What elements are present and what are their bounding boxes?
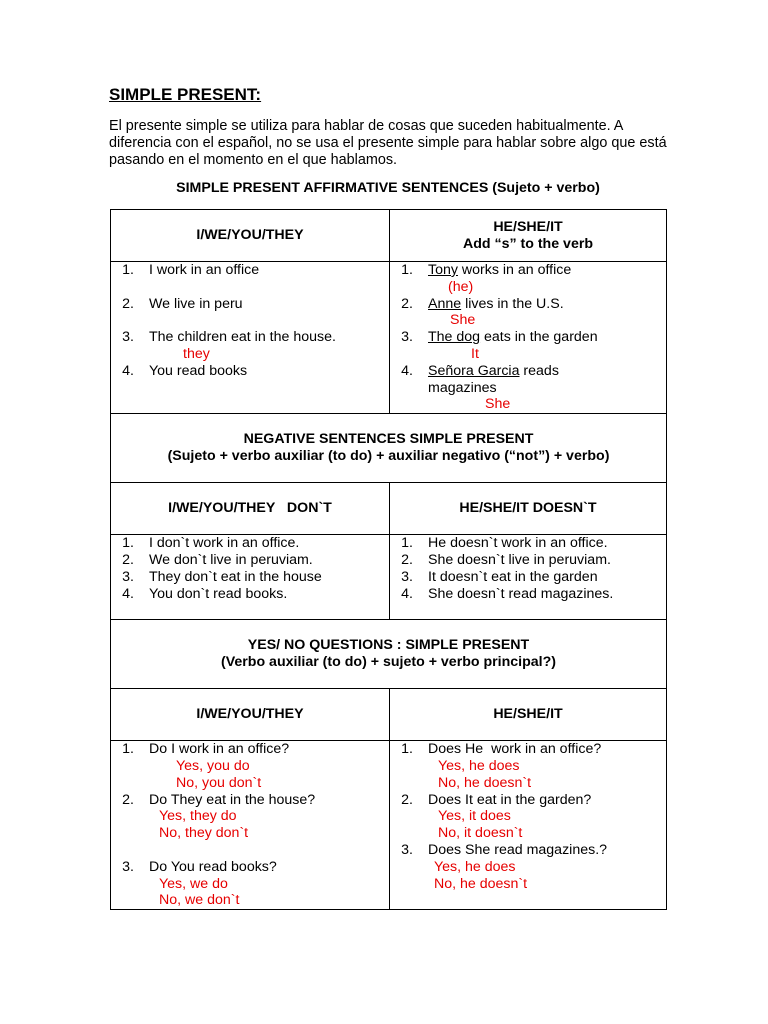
item-number: 3. [122,568,134,585]
affirmative-left-list [111,262,389,380]
affirmative-left-header-label: I/WE/YOU/THEY [196,227,304,244]
pronoun-note: She [485,396,511,413]
yes-answer: Yes, we do [159,875,228,892]
list-item [390,296,666,330]
negative-left-list [111,535,389,602]
list-item [111,329,389,363]
no-answer: No, he doesn`t [434,875,528,892]
pronoun-note: It [471,345,479,362]
item-number: 1. [401,535,413,552]
item-text [149,741,389,791]
item-number: 4. [122,362,134,379]
intro-paragraph: El presente simple se utiliza para hablar de cosas que suceden habitualmente. A diferencia con el español, no se usa el presente simple para hablar sobre algo que está pasando en el momento en el que hablamos. [109,118,667,168]
spacer [111,312,389,329]
yes-answer: Yes, he does [438,757,520,774]
negative-banner-formula: (Sujeto + verbo auxiliar (to do) + auxiliar negativo (“not”) + verbo) [167,448,610,465]
item-number: 1. [122,535,134,552]
item-sentence: The children eat in the house. [149,329,336,346]
item-number: 2. [122,551,134,568]
item-text: They don`t eat in the house [149,568,322,585]
no-answer: No, it doesn`t [438,825,523,842]
item-number: 3. [401,329,413,346]
question-text: Does She read magazines.? [428,841,608,858]
item-number: 1. [122,262,134,278]
list-item [111,859,389,909]
item-text: You don`t read books. [149,585,288,602]
negative-left-header-label: I/WE/YOU/THEY DON`T [168,500,332,517]
negative-right-cell [390,535,667,620]
item-number: 3. [122,329,134,346]
item-rest-cont: magazines [428,379,497,396]
negative-right-list [390,535,666,602]
negative-left-header [111,483,390,535]
list-item [390,586,666,603]
question-text: Does He work in an office? [428,741,602,758]
questions-right-header [390,689,667,741]
questions-right-list [390,741,666,892]
item-rest: reads [519,362,559,379]
item-text: I work in an office [149,262,260,278]
list-item [111,586,389,603]
affirmative-heading: SIMPLE PRESENT AFFIRMATIVE SENTENCES (Sujeto + verbo) [176,180,600,196]
questions-banner [111,620,667,689]
item-number: 2. [122,295,134,312]
affirmative-left-header [111,210,390,262]
item-text [428,741,666,791]
item-number: 2. [401,791,413,808]
list-item [390,262,666,296]
affirmative-right-header [390,210,667,262]
item-subject: Señora Garcia [428,362,520,379]
list-item [111,262,389,279]
item-rest: eats in the garden [480,329,598,346]
item-text [428,363,666,413]
no-answer: No, they don`t [159,825,249,842]
negative-left-cell [111,535,390,620]
spacer [111,279,389,296]
yes-answer: Yes, it does [438,808,511,825]
item-text: I don`t work in an office. [149,535,300,552]
item-number: 3. [401,841,413,858]
item-text: He doesn`t work in an office. [428,535,608,552]
negative-banner-title: NEGATIVE SENTENCES SIMPLE PRESENT [243,431,534,448]
pronoun-note: (he) [448,278,474,295]
no-answer: No, you don`t [176,774,262,791]
page-title: SIMPLE PRESENT: [109,85,262,104]
questions-right-cell [390,741,667,910]
item-number: 1. [401,262,413,278]
item-text: It doesn`t eat in the garden [428,568,598,585]
negative-right-header-label: HE/SHE/IT DOESN`T [459,500,597,517]
questions-right-header-label: HE/SHE/IT [493,706,563,723]
item-number: 2. [401,295,413,312]
question-text: Do I work in an office? [149,741,290,758]
list-item [111,363,389,380]
questions-left-header [111,689,390,741]
list-item [390,741,666,791]
affirmative-right-cell [390,262,667,414]
list-item [111,569,389,586]
questions-banner-title: YES/ NO QUESTIONS : SIMPLE PRESENT [247,637,530,654]
questions-left-list [111,741,389,909]
item-number: 2. [401,551,413,568]
list-item [390,329,666,363]
item-number: 4. [401,585,413,602]
questions-left-header-label: I/WE/YOU/THEY [196,706,304,723]
list-item [111,535,389,552]
list-item [111,792,389,842]
pronoun-note: She [450,312,476,329]
no-answer: No, he doesn`t [438,774,532,791]
item-text [149,329,389,363]
item-number: 4. [122,585,134,602]
yes-answer: Yes, he does [434,858,516,875]
item-text: She doesn`t read magazines. [428,585,614,602]
negative-right-header [390,483,667,535]
item-text [428,262,666,296]
item-rest: lives in the U.S. [461,295,564,312]
affirmative-right-header-rule: Add “s” to the verb [462,235,594,252]
grammar-table [110,209,667,910]
item-subject: Anne [428,295,462,312]
item-text [428,842,666,892]
item-subject: Tony [428,262,458,278]
questions-banner-formula: (Verbo auxiliar (to do) + sujeto + verbo principal?) [220,654,557,671]
item-number: 2. [122,791,134,808]
item-text: We live in peru [149,295,243,312]
item-text [428,792,666,842]
list-item [390,363,666,413]
spacer [111,842,389,859]
questions-left-cell [111,741,390,910]
item-text [149,792,389,842]
affirmative-right-list [390,262,666,413]
question-text: Do They eat in the house? [149,791,316,808]
pronoun-note: they [183,345,210,362]
affirmative-left-cell [111,262,390,414]
list-item [390,792,666,842]
list-item [390,552,666,569]
item-text [428,329,666,363]
negative-banner [111,414,667,483]
question-text: Do You read books? [149,858,277,875]
list-item [111,552,389,569]
question-text: Does It eat in the garden? [428,791,592,808]
item-text: She doesn`t live in peruviam. [428,551,611,568]
item-number: 1. [122,741,134,758]
affirmative-right-header-label: HE/SHE/IT [493,218,563,235]
yes-answer: Yes, you do [176,757,250,774]
item-number: 3. [401,568,413,585]
item-subject: The dog [428,329,481,346]
no-answer: No, we don`t [159,892,240,909]
item-text: We don`t live in peruviam. [149,551,313,568]
item-text: You read books [149,362,248,379]
item-number: 1. [401,741,413,758]
list-item [111,296,389,313]
item-text [149,859,389,909]
yes-answer: Yes, they do [159,808,237,825]
item-rest: works in an office [457,262,572,278]
list-item [111,741,389,791]
list-item [390,569,666,586]
list-item [390,842,666,892]
item-number: 3. [122,858,134,875]
item-number: 4. [401,362,413,379]
item-text [428,296,666,330]
list-item [390,535,666,552]
